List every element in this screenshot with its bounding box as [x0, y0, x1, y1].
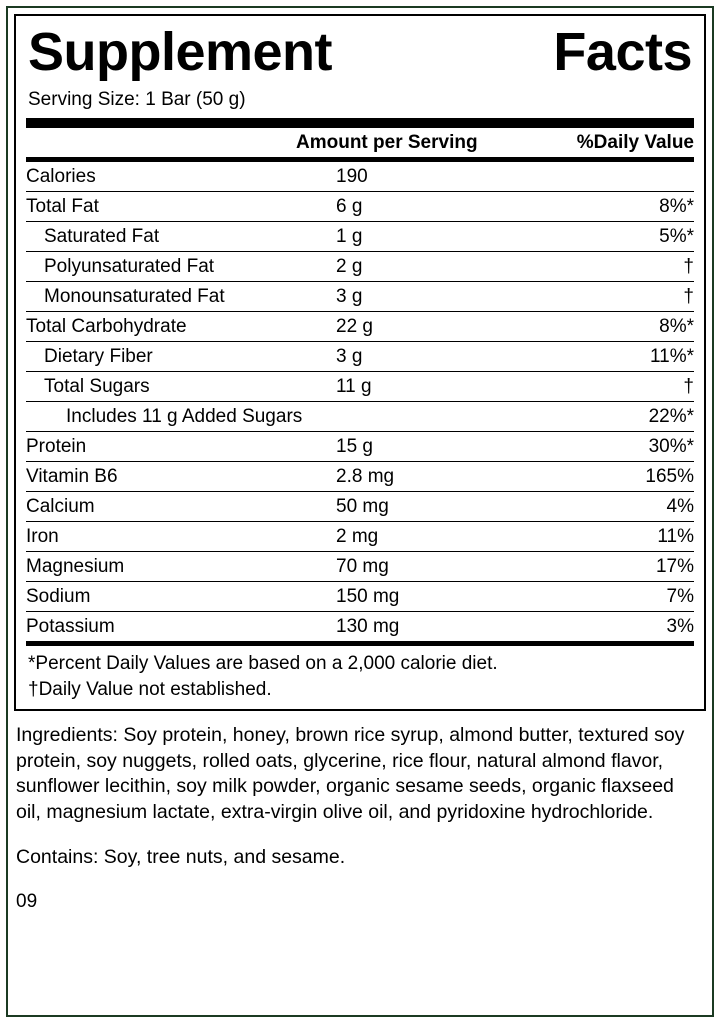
serving-size: Serving Size: 1 Bar (50 g) — [28, 89, 246, 110]
nutrition-rows — [26, 162, 694, 641]
row-amount: 11 g — [336, 372, 566, 402]
row-amount: 2.8 mg — [336, 462, 566, 492]
table-row — [26, 312, 694, 342]
table-row — [26, 432, 694, 462]
row-name: Magnesium — [26, 552, 336, 582]
row-amount: 150 mg — [336, 582, 566, 612]
panel-title — [26, 20, 694, 82]
row-name: Calories — [26, 162, 336, 192]
panel-title-left: Supplement — [28, 22, 333, 82]
row-name: Saturated Fat — [26, 222, 336, 252]
contains-allergens-text: Contains: Soy, tree nuts, and sesame. — [16, 846, 346, 868]
table-row — [26, 162, 694, 192]
table-row — [26, 282, 694, 312]
footnotes — [26, 651, 694, 703]
rule-thick-top — [26, 118, 694, 128]
panel-title-right: Facts — [553, 22, 692, 82]
row-dv: 7% — [566, 582, 694, 612]
row-dv: † — [566, 282, 694, 312]
row-dv: 11% — [566, 522, 694, 552]
footnote-not-established: †Daily Value not established. — [28, 679, 272, 700]
table-row — [26, 342, 694, 372]
row-dv: 11%* — [566, 342, 694, 372]
row-dv: 3% — [666, 616, 694, 637]
header-blank — [26, 128, 296, 157]
row-dv: 17% — [566, 552, 694, 582]
row-name: Includes 11 g Added Sugars — [26, 402, 336, 432]
row-name: Iron — [26, 522, 336, 552]
row-dv: 30%* — [566, 432, 694, 462]
row-dv: 8%* — [566, 192, 694, 222]
table-row — [26, 522, 694, 552]
row-amount: 6 g — [336, 192, 566, 222]
row-amount: 1 g — [336, 222, 566, 252]
row-name: Total Fat — [26, 192, 336, 222]
row-dv: 165% — [566, 462, 694, 492]
row-name: Potassium — [26, 616, 115, 637]
rule-med-footer — [26, 641, 694, 646]
row-dv: 8%* — [566, 312, 694, 342]
row-name: Monounsaturated Fat — [26, 282, 336, 312]
table-row — [26, 192, 694, 222]
table-row — [26, 552, 694, 582]
row-amount: 15 g — [336, 432, 566, 462]
table-header-row — [26, 128, 694, 157]
row-name: Vitamin B6 — [26, 462, 336, 492]
row-dv — [566, 162, 694, 192]
row-name: Polyunsaturated Fat — [26, 252, 336, 282]
row-dv: 22%* — [566, 402, 694, 432]
table-row — [26, 612, 694, 642]
row-name: Protein — [26, 432, 336, 462]
row-dv: † — [566, 252, 694, 282]
row-amount: 190 — [336, 162, 566, 192]
ingredients-text: Ingredients: Soy protein, honey, brown rice syrup, almond butter, textured soy protein, soy nuggets, rolled oats, glycerine, rice flour, natural almond flavor, sunflower lecithin, soy milk powder, organic sesame seeds, organic flaxseed oil, magnesium lactate, extra-virgin olive oil, and pyridoxine hydrochloride. — [16, 724, 685, 823]
row-name: Calcium — [26, 492, 336, 522]
table-row — [26, 252, 694, 282]
footnote-daily-value: *Percent Daily Values are based on a 2,000 calorie diet. — [28, 653, 498, 674]
header-daily-value: %Daily Value — [576, 132, 694, 153]
nutrition-table — [26, 128, 694, 157]
row-amount: 3 g — [336, 282, 566, 312]
row-dv: 4% — [566, 492, 694, 522]
row-name: Total Sugars — [26, 372, 336, 402]
table-row — [26, 222, 694, 252]
row-amount: 70 mg — [336, 552, 566, 582]
row-name: Dietary Fiber — [26, 342, 336, 372]
label-code: 09 — [16, 891, 38, 912]
row-amount: 50 mg — [336, 492, 566, 522]
row-amount: 2 mg — [336, 522, 566, 552]
table-row — [26, 402, 694, 432]
header-amount-per-serving: Amount per Serving — [296, 132, 478, 153]
row-amount: 2 g — [336, 252, 566, 282]
table-row — [26, 372, 694, 402]
row-amount: 130 mg — [336, 616, 400, 637]
table-row — [26, 582, 694, 612]
table-row — [26, 492, 694, 522]
row-dv: 5%* — [566, 222, 694, 252]
row-amount — [336, 402, 566, 432]
row-amount: 3 g — [336, 342, 566, 372]
label-content — [14, 14, 706, 914]
row-amount: 22 g — [336, 312, 566, 342]
row-name: Sodium — [26, 582, 336, 612]
table-row — [26, 462, 694, 492]
row-dv: † — [566, 372, 694, 402]
row-name: Total Carbohydrate — [26, 312, 336, 342]
supplement-facts-panel — [14, 14, 706, 711]
